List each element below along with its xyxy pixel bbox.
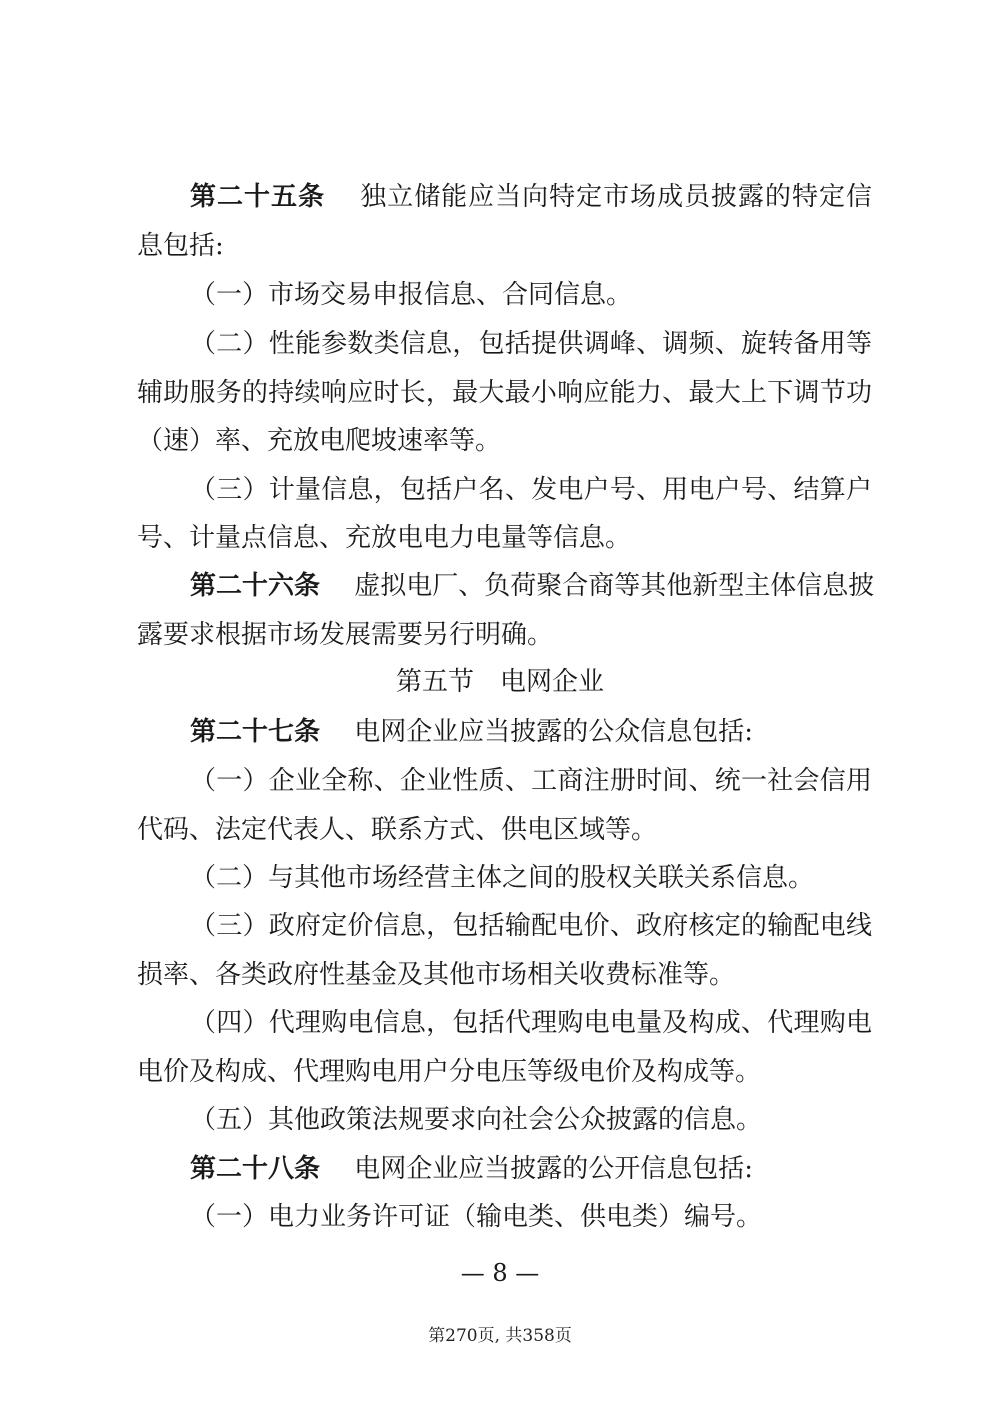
text-line: 电网企业应当披露的公开信息包括: xyxy=(354,1154,754,1184)
text-line: （速）率、充放电爬坡速率等。 xyxy=(137,426,502,456)
text-line: 露要求根据市场发展需要另行明确。 xyxy=(137,620,554,650)
text-line: 代码、法定代表人、联系方式、供电区域等。 xyxy=(137,815,658,845)
article-line xyxy=(190,180,872,214)
article-heading: 第二十五条 xyxy=(190,182,325,212)
text-line: （二）与其他市场经营主体之间的股权关联关系信息。 xyxy=(190,863,815,893)
text-line: 损率、各类政府性基金及其他市场相关收费标准等。 xyxy=(137,960,736,990)
section-title: 第五节 电网企业 xyxy=(395,667,605,697)
text-line: 辅助服务的持续响应时长，最大最小响应能力、最大上下调节功 xyxy=(137,378,872,408)
text-line: 独立储能应当向特定市场成员披露的特定信 xyxy=(360,182,872,212)
article-line xyxy=(190,1152,872,1186)
article-line xyxy=(190,715,872,749)
article-heading: 第二十七条 xyxy=(190,717,321,747)
text-line: （三）计量信息，包括户名、发电户号、用电户号、结算户 xyxy=(190,475,872,505)
text-line: （三）政府定价信息，包括输配电价、政府核定的输配电线 xyxy=(190,911,872,941)
text-line: （四）代理购电信息，包括代理购电电量及构成、代理购电 xyxy=(190,1008,872,1038)
text-line: 电价及构成、代理购电用户分电压等级电价及构成等。 xyxy=(137,1057,762,1087)
text-line: （一）企业全称、企业性质、工商注册时间、统一社会信用 xyxy=(190,766,872,796)
text-line: （一）电力业务许可证（输电类、供电类）编号。 xyxy=(190,1202,763,1232)
article-heading: 第二十八条 xyxy=(190,1154,321,1184)
article-line xyxy=(190,569,875,603)
text-line: （五）其他政策法规要求向社会公众披露的信息。 xyxy=(190,1105,763,1135)
text-line: （一）市场交易申报信息、合同信息。 xyxy=(190,280,633,310)
text-line: 号、计量点信息、充放电电力电量等信息。 xyxy=(137,523,632,553)
article-heading: 第二十六条 xyxy=(190,571,321,601)
text-line: （二）性能参数类信息，包括提供调峰、调频、旋转备用等 xyxy=(190,329,872,359)
text-line: 虚拟电厂、负荷聚合商等其他新型主体信息披 xyxy=(354,571,875,601)
page-footer: 第270页, 共358页 xyxy=(428,1326,572,1346)
text-line: 息包括: xyxy=(137,231,224,261)
text-line: 电网企业应当披露的公众信息包括: xyxy=(354,717,754,747)
page-number: — 8 — xyxy=(460,1259,540,1287)
